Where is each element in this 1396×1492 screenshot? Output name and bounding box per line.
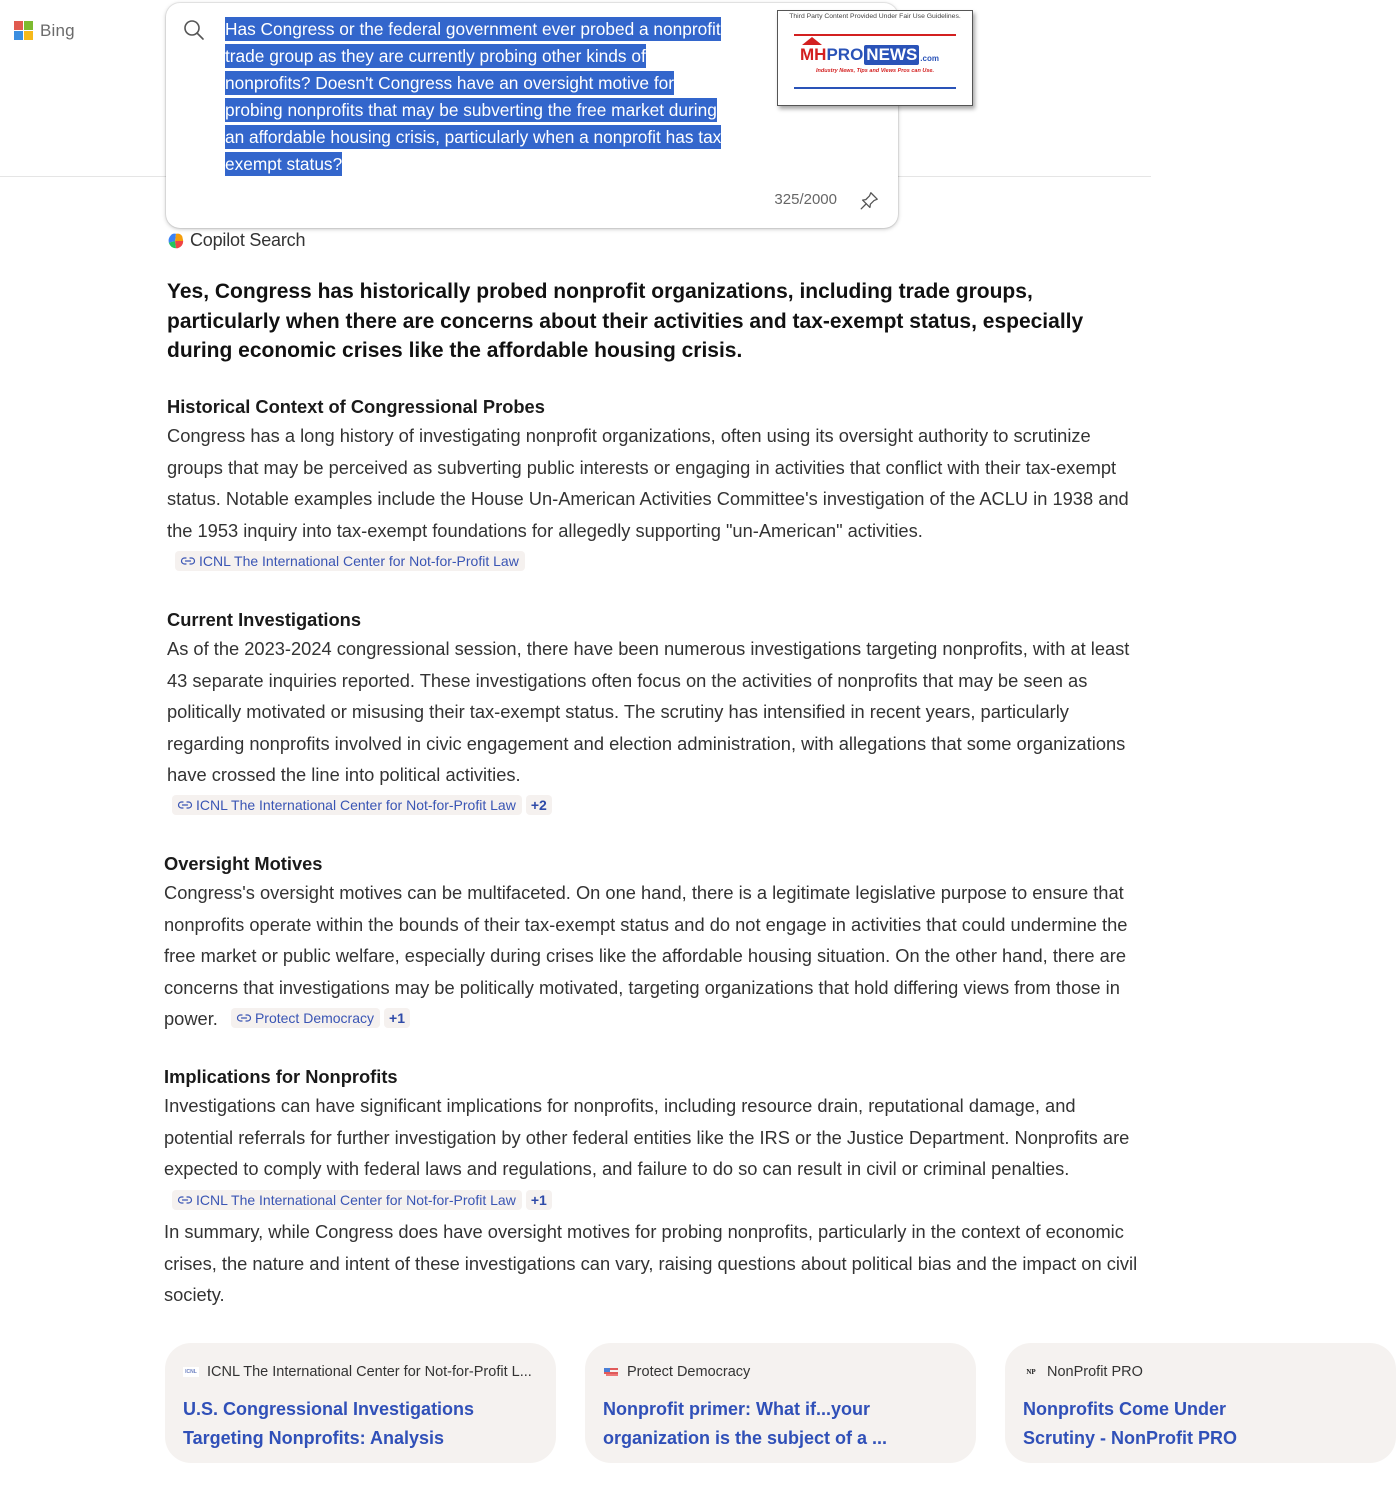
answer-lead: Yes, Congress has historically probed nonprofit organizations, including trade groups, particularly when there are concerns about their activities and tax-exempt status, especially during economic crises like the affordable housing crisis. xyxy=(167,280,1084,362)
link-icon xyxy=(181,556,195,566)
mhpronews-watermark xyxy=(777,10,973,106)
card-title-link[interactable]: U.S. Congressional Investigations Targeting Nonprofits: Analysis xyxy=(183,1399,475,1448)
citation-row xyxy=(167,795,1142,820)
card-source xyxy=(1023,1363,1378,1381)
citation-label: Protect Democracy xyxy=(254,1010,375,1026)
more-citations-button[interactable]: +1 xyxy=(526,1190,552,1210)
house-roof-icon xyxy=(802,37,822,45)
answer-section xyxy=(164,851,1139,1035)
answer-section xyxy=(167,607,1142,820)
card-source-name: Protect Democracy xyxy=(627,1364,751,1380)
citation-link[interactable] xyxy=(175,551,525,571)
citation-link[interactable] xyxy=(172,795,522,815)
source-card[interactable] xyxy=(1005,1343,1396,1463)
card-source-name: ICNL The International Center for Not-for-Profit L... xyxy=(207,1364,532,1380)
watermark-red-rule xyxy=(794,34,956,36)
section-heading: Current Investigations xyxy=(167,609,362,630)
character-count: 325/2000 xyxy=(774,191,837,208)
card-source xyxy=(603,1363,958,1381)
source-card[interactable] xyxy=(165,1343,556,1463)
link-icon xyxy=(178,1195,192,1205)
card-source-name: NonProfit PRO xyxy=(1047,1364,1143,1380)
answer-section xyxy=(164,1064,1139,1311)
microsoft-logo-icon xyxy=(14,21,34,41)
card-title-link[interactable]: Nonprofit primer: What if...your organization is the subject of a ... xyxy=(603,1399,888,1448)
section-body xyxy=(167,633,1142,791)
more-citations-button[interactable]: +2 xyxy=(526,795,552,815)
protect-democracy-favicon-icon xyxy=(603,1367,619,1377)
section-text: Investigations can have significant implications for nonprofits, including resource drain, reputational damage, and potential referrals for further investigation by other federal entities like the IRS or the Justice Department. Nonprofits are expected to comply with federal laws and regulations, and failure to do so can result in civil or criminal penalties. xyxy=(164,1095,1130,1179)
citation-label: ICNL The International Center for Not-for-Profit Law xyxy=(196,1191,516,1208)
logo-pro: PRO xyxy=(826,45,864,64)
watermark-caption: Third Party Content Provided Under Fair Use Guidelines. xyxy=(789,13,961,20)
pin-icon[interactable] xyxy=(858,190,880,212)
query-line: nonprofits? Doesn't Congress have an oversight motive for xyxy=(225,73,675,93)
section-body xyxy=(164,877,1139,1035)
link-icon xyxy=(178,800,192,810)
citation-link[interactable] xyxy=(231,1008,380,1028)
icnl-favicon-icon: ICNL xyxy=(183,1367,199,1377)
watermark-tagline: Industry News, Tips and Views Pros can Use. xyxy=(816,68,934,74)
copilot-icon xyxy=(167,232,185,250)
source-card[interactable] xyxy=(585,1343,976,1463)
mhpronews-logo xyxy=(800,45,939,65)
section-text: As of the 2023-2024 congressional session, there have been numerous investigations targeting nonprofits, with at least 43 separate inquiries reported. These investigations often focus on the activities of nonprofits that may be seen as politically motivated or misusing their tax-exempt status. The scrutiny has intensified in recent years, particularly regarding nonprofits involved in civic engagement and election administration, with allegations that some organizations have crossed the line into political activities. xyxy=(167,638,1130,785)
citation-label: ICNL The International Center for Not-for-Profit Law xyxy=(199,553,519,569)
nonprofit-pro-favicon-icon: NP xyxy=(1026,1368,1036,1376)
search-icon[interactable] xyxy=(182,18,206,42)
source-cards-carousel xyxy=(165,1343,1238,1463)
more-citations-button[interactable]: +1 xyxy=(384,1008,410,1028)
logo-news: NEWS xyxy=(866,45,918,64)
query-line: Has Congress or the federal government ever probed a nonprofit xyxy=(225,19,721,39)
citation-label: ICNL The International Center for Not-for-Profit Law xyxy=(196,796,516,813)
section-text: Congress has a long history of investigating nonprofit organizations, often using its oversight authority to scrutinize groups that may be perceived as subverting public interests or engaging in activities that conflict with their tax-exempt status. Notable examples include the House Un-American Activities Committee's investigation of the ACLU in 1938 and the 1953 inquiry into tax-exempt foundations for allegedly supporting "un-American" activities. xyxy=(167,425,1129,541)
watermark-blue-rule xyxy=(794,87,956,89)
answer-section xyxy=(167,394,1142,578)
section-heading: Historical Context of Congressional Probes xyxy=(167,396,545,417)
card-source xyxy=(183,1363,538,1381)
section-heading: Oversight Motives xyxy=(164,853,323,874)
search-input[interactable] xyxy=(225,16,765,178)
section-heading: Implications for Nonprofits xyxy=(164,1066,398,1087)
query-line: trade group as they are currently probing other kinds of xyxy=(225,46,646,66)
link-icon xyxy=(237,1013,251,1023)
section-body xyxy=(167,420,1142,578)
query-line: exempt status? xyxy=(225,154,343,174)
citation-link[interactable] xyxy=(172,1190,522,1210)
answer-summary: In summary, while Congress does have oversight motives for probing nonprofits, particularly in the context of economic crises, the nature and intent of these investigations can vary, raising questions about political bias and the impact on civil society. xyxy=(164,1221,1138,1305)
brand-name: Bing xyxy=(40,21,75,40)
query-line: an affordable housing crisis, particularly when a nonprofit has tax xyxy=(225,127,722,147)
bing-logo[interactable] xyxy=(14,21,75,41)
logo-mh: MH xyxy=(800,45,827,64)
logo-com: .com xyxy=(920,54,939,63)
query-line: probing nonprofits that may be subverting the free market during xyxy=(225,100,717,120)
section-body xyxy=(164,1090,1139,1216)
section-text: Congress's oversight motives can be multifaceted. On one hand, there is a legitimate legislative purpose to ensure that nonprofits operate within the bounds of their tax-exempt status and do not engage in activities that could undermine the free market or public welfare, especially during crises like the affordable housing situation. On the other hand, there are concerns that investigations may be politically motivated, targeting organizations that hold differing views from those in power. xyxy=(164,882,1128,1029)
copilot-search-title: Copilot Search xyxy=(190,230,306,250)
card-title-link[interactable]: Nonprofits Come Under Scrutiny - NonProfit PRO xyxy=(1023,1399,1238,1448)
copilot-search-label xyxy=(167,230,305,251)
answer-content xyxy=(167,277,1142,366)
